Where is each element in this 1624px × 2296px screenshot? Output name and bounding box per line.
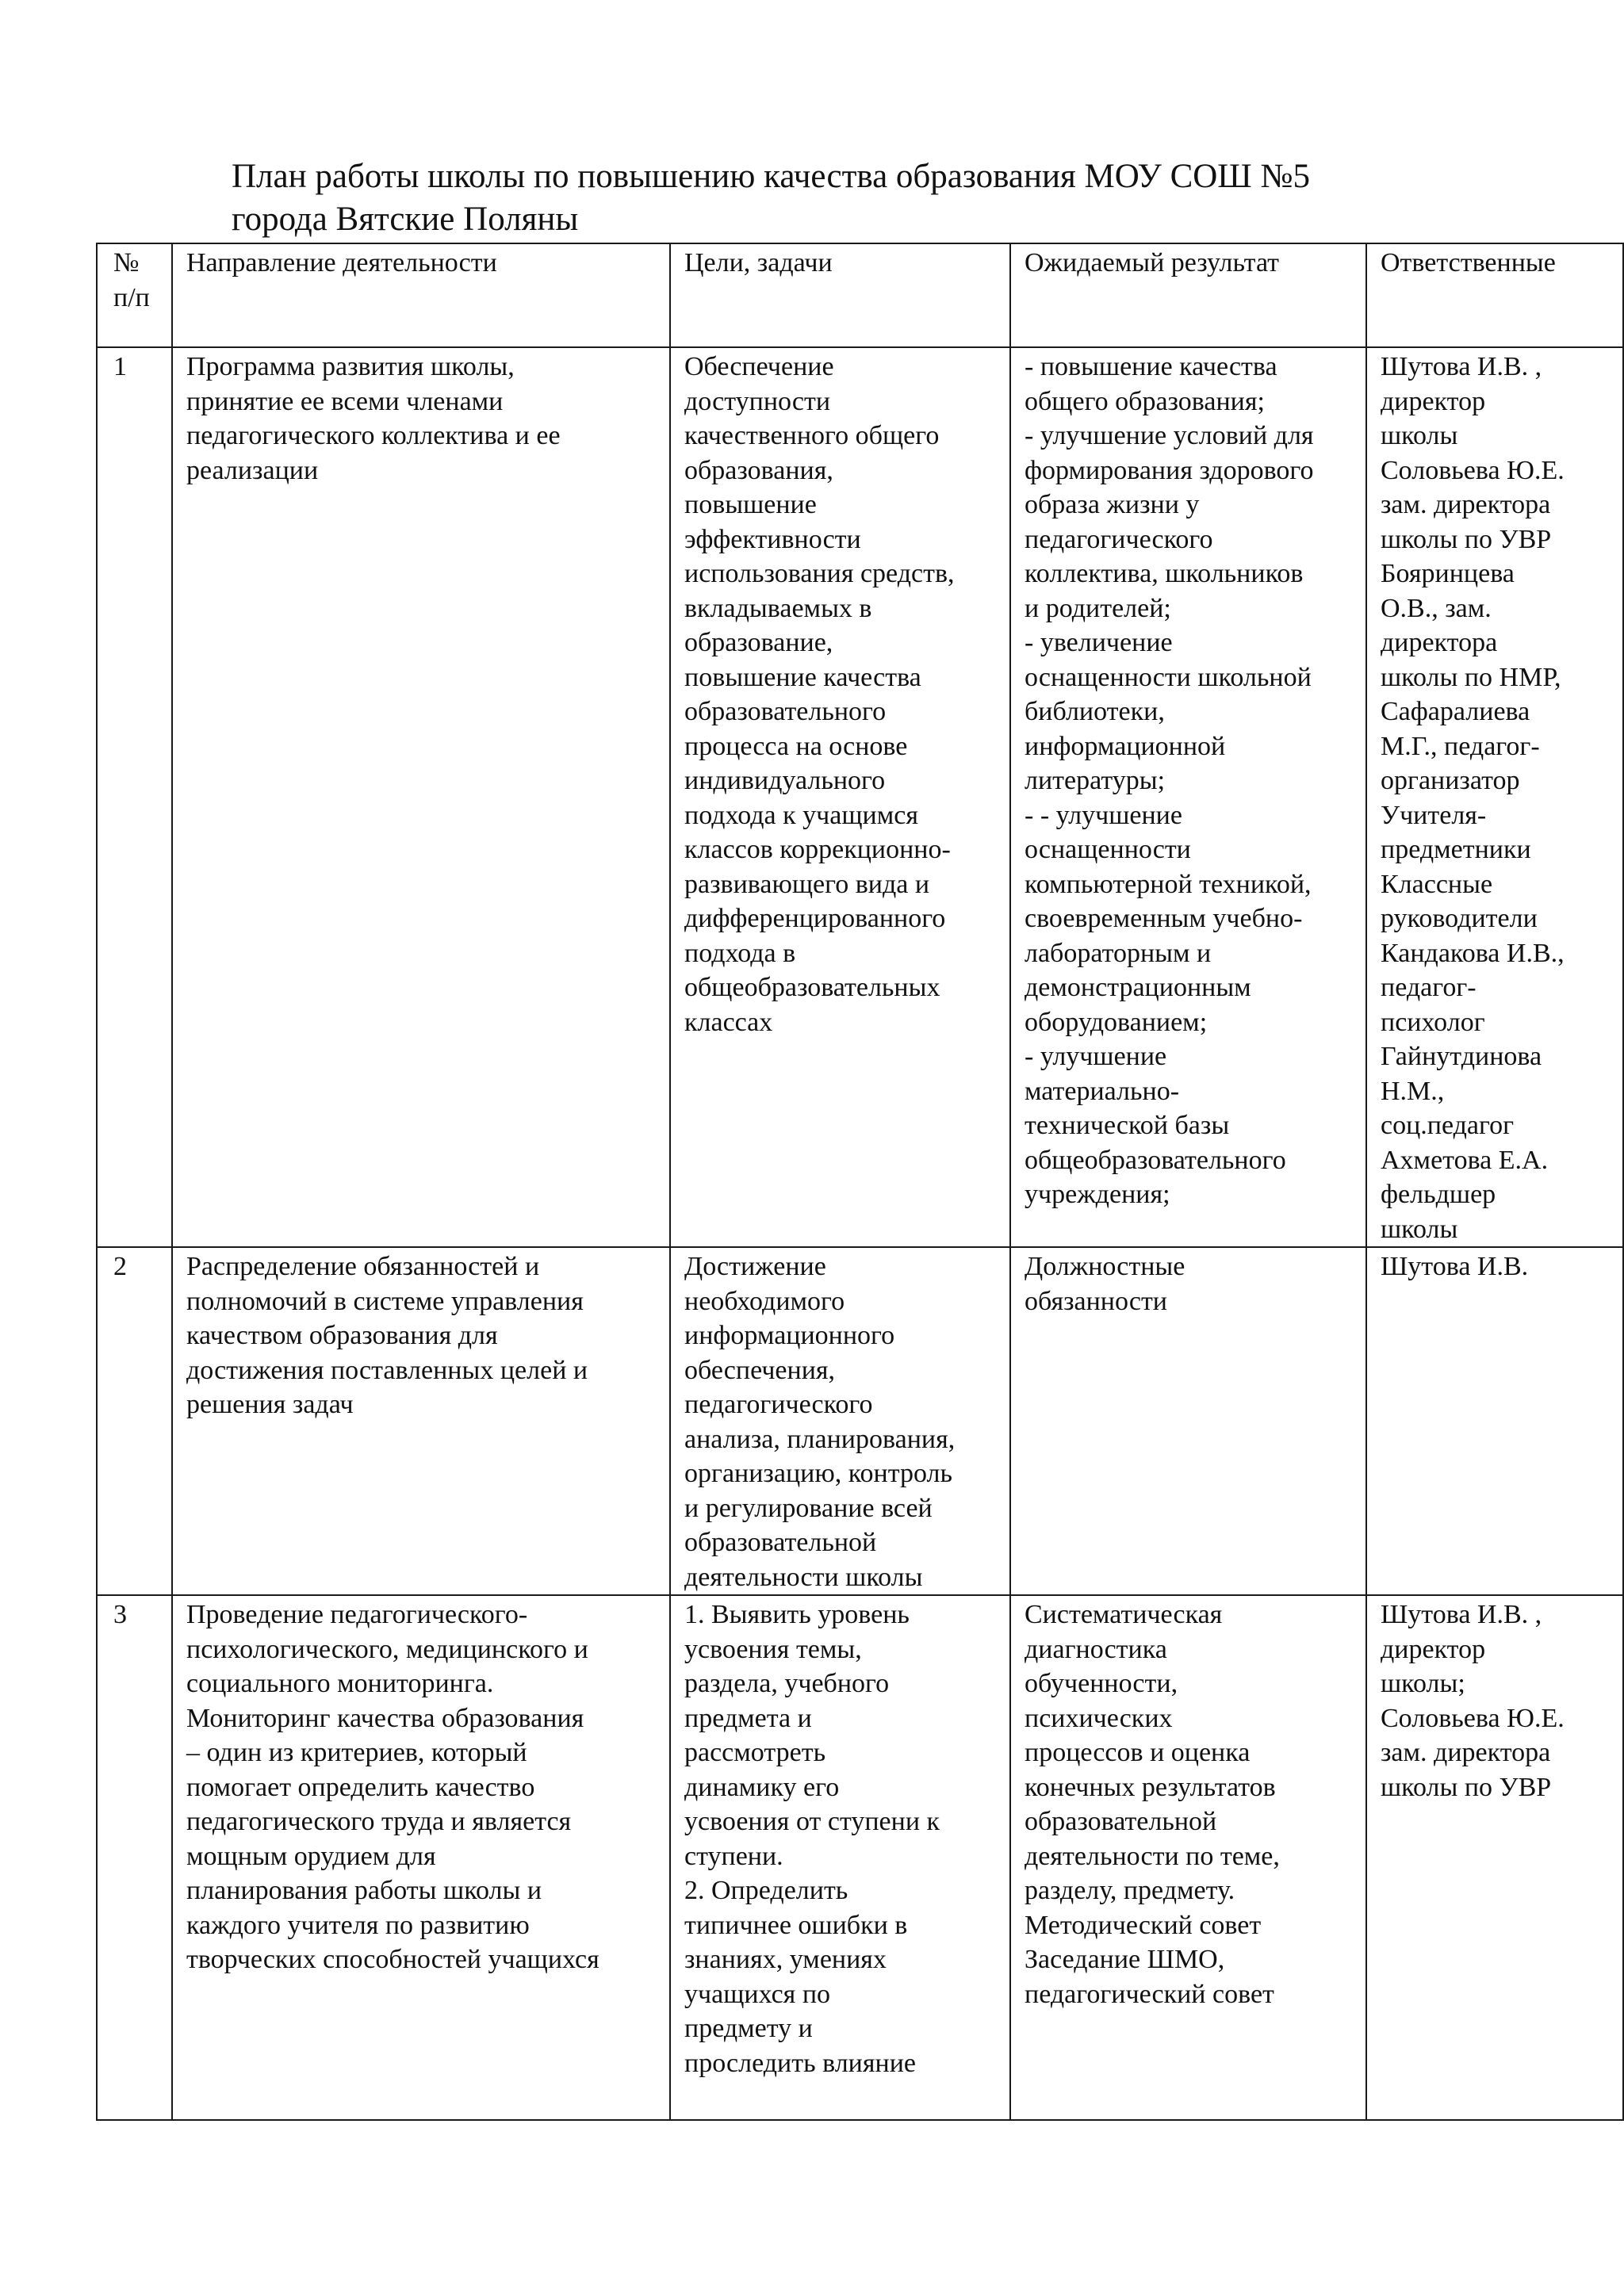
row-result: Систематическая диагностика обученности, психических процессов и оценка конечных результатов образовательной деятельности по теме, разделу, предмету. Методический совет Заседание ШМО, педагогический совет [1010,1595,1366,2120]
header-direction: Направление деятельности [172,243,670,347]
row-goals: Достижение необходимого информационного обеспечения, педагогического анализа, планирования, организацию, контроль и регулирование всей образовательной деятельности школы [670,1247,1010,1595]
row-number: 3 [97,1595,172,2120]
row-result: Должностные обязанности [1010,1247,1366,1595]
table-header-row [97,243,1623,347]
header-goals: Цели, задачи [670,243,1010,347]
row-result: - повышение качества общего образования; - улучшение условий для формирования здорового образа жизни у педагогического коллектива, школьников и родителей; - увеличение оснащенности школьной библиотеки, информационной литературы; - - улучшение оснащенности компьютерной техникой, своевременным учебно- лабораторным и демонстрационным оборудованием; - улучшение материально- технической базы общеобразовательного учреждения; [1010,347,1366,1247]
table-row [97,1595,1623,2120]
document-title-line-2: города Вятские Поляны [232,201,579,238]
document-title-line-1: План работы школы по повышению качества образования МОУ СОШ №5 [232,158,1310,195]
row-goals: 1. Выявить уровень усвоения темы, раздела, учебного предмета и рассмотреть динамику его усвоения от ступени к ступени. 2. Определить типичнее ошибки в знаниях, умениях учащихся по предмету и проследить влияние [670,1595,1010,2120]
document-title [232,155,1580,241]
row-direction: Проведение педагогического- психологического, медицинского и социального мониторинга. Мониторинг качества образования – один из критериев, который помогает определить качество педагогического труда и является мощным орудием для планирования работы школы и каждого учителя по развитию творческих способностей учащихся [172,1595,670,2120]
row-responsible: Шутова И.В. , директор школы Соловьева Ю.Е. зам. директора школы по УВР Бояринцева О.В., зам. директора школы по НМР, Сафаралиева М.Г., педагог- организатор Учителя- предметники Классные руководители Кандакова И.В., педагог- психолог Гайнутдинова Н.М., соц.педагог Ахметова Е.А. фельдшер школы [1366,347,1623,1247]
row-number: 1 [97,347,172,1247]
table-row [97,1247,1623,1595]
header-num: № п/п [97,243,172,347]
row-responsible: Шутова И.В. [1366,1247,1623,1595]
row-goals: Обеспечение доступности качественного общего образования, повышение эффективности использования средств, вкладываемых в образование, повышение качества образовательного процесса на основе индивидуального подхода к учащимся классов коррекционно- развивающего вида и дифференцированного подхода в общеобразовательных классах [670,347,1010,1247]
table-row [97,347,1623,1247]
header-responsible: Ответственные [1366,243,1623,347]
row-direction: Распределение обязанностей и полномочий в системе управления качеством образования для достижения поставленных целей и решения задач [172,1247,670,1595]
row-direction: Программа развития школы, принятие ее всеми членами педагогического коллектива и ее реализации [172,347,670,1247]
row-responsible: Шутова И.В. , директор школы; Соловьева Ю.Е. зам. директора школы по УВР [1366,1595,1623,2120]
plan-table [96,243,1624,2121]
header-result: Ожидаемый результат [1010,243,1366,347]
row-number: 2 [97,1247,172,1595]
